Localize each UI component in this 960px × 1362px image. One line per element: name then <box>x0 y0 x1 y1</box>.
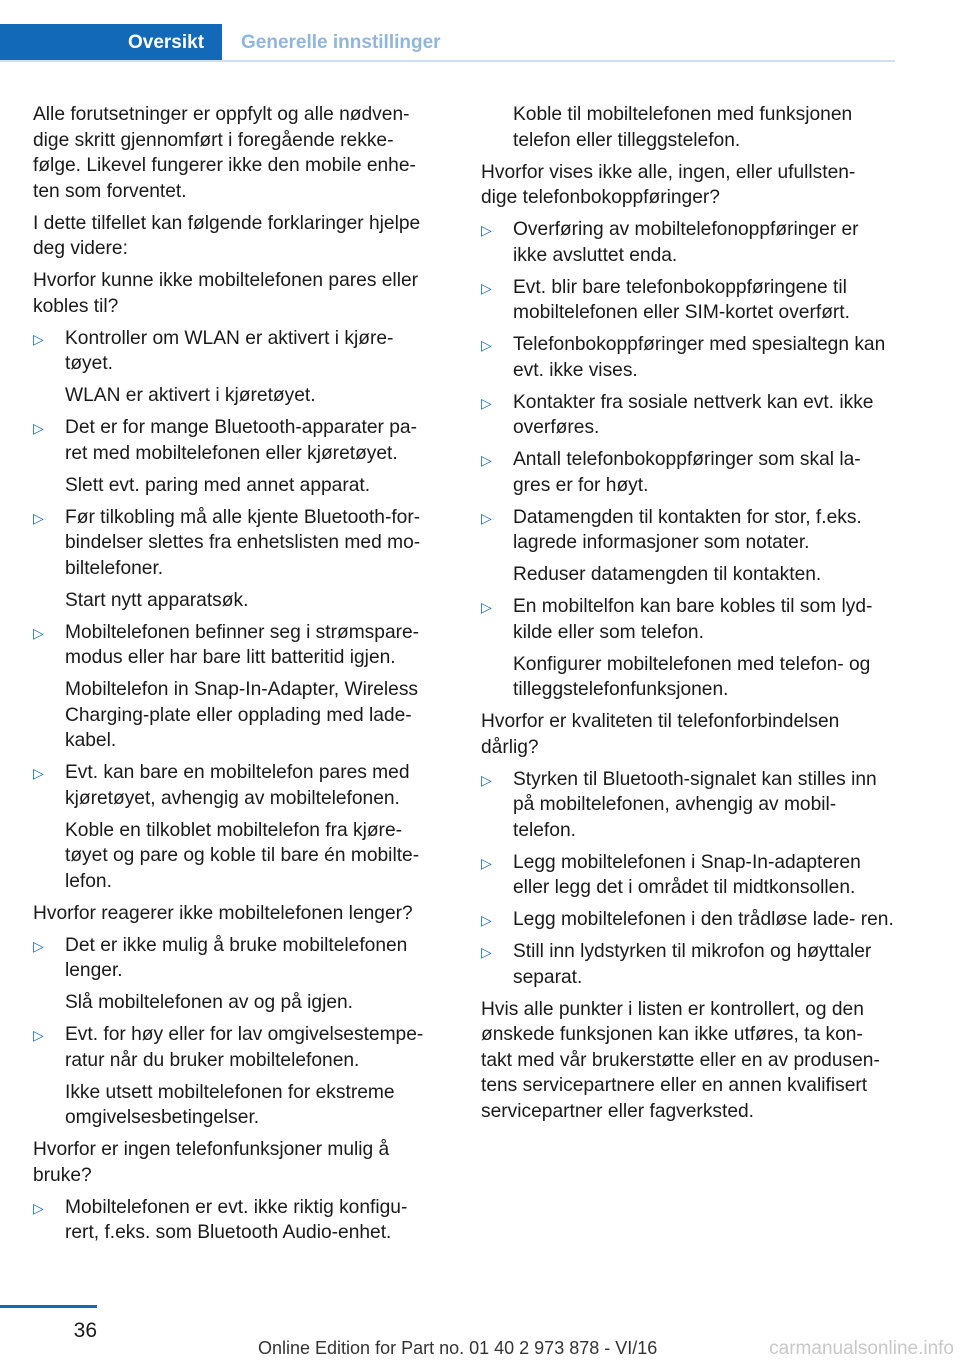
list-item <box>33 1195 443 1246</box>
list-item-text: Still inn lydstyrken til mikrofon og høyttaler separat. <box>513 941 872 988</box>
list-item <box>33 326 443 409</box>
list-item-action: Ikke utsett mobiltelefonen for ekstreme omgivelsesbetingelser. <box>65 1081 395 1128</box>
list-item-text: Det er for mange Bluetooth-apparater pa‐ ret med mobiltelefonen eller kjøretøyet. <box>65 417 417 464</box>
list-item <box>481 390 896 441</box>
list-item <box>481 275 896 326</box>
question-connection-quality: Hvorfor er kvaliteten til telefonforbindelsen dårlig? <box>481 711 840 758</box>
triangle-bullet-icon: ▷ <box>481 337 492 353</box>
list-item-text: Telefonbokoppføringer med spesialtegn kan evt. ikke vises. <box>513 334 886 381</box>
left-column <box>33 102 443 1252</box>
triangle-bullet-icon: ▷ <box>481 599 492 615</box>
triangle-bullet-icon: ▷ <box>33 1199 44 1216</box>
header-rule <box>0 60 895 62</box>
triangle-bullet-icon: ▷ <box>481 279 492 296</box>
list-item-text: Mobiltelefonen befinner seg i strømspare‐ modus eller har bare litt batteritid igjen. <box>65 621 420 668</box>
list-item-action: Mobiltelefon in Snap-In-Adapter, Wireless Charging-plate eller opplading med lade‐ kabel. <box>65 679 419 751</box>
list-item <box>481 505 896 588</box>
triangle-bullet-icon: ▷ <box>481 944 492 960</box>
watermark: carmanualsonline.info <box>769 1338 954 1359</box>
list-item <box>33 760 443 894</box>
list-item <box>481 850 896 901</box>
list-item <box>33 620 443 754</box>
list-item-action: WLAN er aktivert i kjøretøyet. <box>65 385 316 406</box>
list-item-text: Datamengden til kontakten for stor, f.eks. lagrede informasjoner som notater. <box>513 506 862 553</box>
continued-action: Koble til mobiltelefonen med funksjonen telefon eller tilleggstelefon. <box>513 104 853 151</box>
list-no-phone-functions <box>33 1195 443 1246</box>
triangle-bullet-icon: ▷ <box>33 420 44 436</box>
list-item <box>33 933 443 1016</box>
list-item <box>481 447 896 498</box>
list-item <box>481 767 896 844</box>
list-item-action: Koble en tilkoblet mobiltelefon fra kjøre‐ tøyet og pare og koble til bare én mobilte‐ lefon. <box>65 819 420 892</box>
list-item-text: Evt. kan bare en mobiltelefon pares med kjøretøyet, avhengig av mobiltelefonen. <box>65 762 410 809</box>
list-item-text: Kontroller om WLAN er aktivert i kjøre‐ tøyet. <box>65 327 394 374</box>
list-item <box>481 939 896 990</box>
list-item-text: Evt. blir bare telefonbokoppføringene til mobiltelefonen eller SIM-kortet overført. <box>513 276 850 323</box>
list-item-action: Reduser datamengden til kontakten. <box>513 564 822 585</box>
right-column <box>481 102 896 1131</box>
list-item-text: Overføring av mobiltelefonoppføringer er ikke avsluttet enda. <box>513 219 859 266</box>
list-item <box>481 907 896 933</box>
list-item-action: Konfigurer mobiltelefonen med telefon- og tilleggstelefonfunksjonen. <box>513 653 871 700</box>
triangle-bullet-icon: ▷ <box>33 624 44 641</box>
list-item-text: Kontakter fra sosiale nettverk kan evt. ikke overføres. <box>513 391 874 438</box>
page-number: 36 <box>73 1319 97 1342</box>
list-item <box>481 217 896 268</box>
list-phonebook <box>481 217 896 703</box>
list-item-text: Før tilkobling må alle kjente Bluetooth-for‐ bindelser slettes fra enhetslisten med mo‐ biltelefoner. <box>65 506 421 579</box>
list-item-text: Styrken til Bluetooth-signalet kan stilles inn på mobiltelefonen, avhengig av mobil‐ telefon. <box>513 768 877 841</box>
list-item-text: Antall telefonbokoppføringer som skal la‐ gres er for høyt. <box>513 449 861 496</box>
triangle-bullet-icon: ▷ <box>33 1027 44 1043</box>
list-item-text: Legg mobiltelefonen i Snap-In-adapteren eller legg det i området til midtkonsollen. <box>513 851 861 898</box>
question-pairing: Hvorfor kunne ikke mobiltelefonen pares eller kobles til? <box>33 270 419 317</box>
list-item <box>481 594 896 703</box>
triangle-bullet-icon: ▷ <box>481 912 492 928</box>
intro-paragraph-2: I dette tilfellet kan følgende forklaringer hjelpe deg videre: <box>33 212 421 259</box>
triangle-bullet-icon: ▷ <box>33 765 44 781</box>
list-pairing <box>33 326 443 895</box>
intro-paragraph: Alle forutsetninger er oppfylt og alle nødven‐ dige skritt gjennomført i foregående rekke‐ følge. Likevel fungerer ikke den mobile enhe‐ ten som forventet. <box>33 104 416 202</box>
question-not-responding: Hvorfor reagerer ikke mobiltelefonen lenger? <box>33 902 413 924</box>
edition-footer: Online Edition for Part no. 01 40 2 973 878 - VI/16 <box>258 1338 658 1358</box>
triangle-bullet-icon: ▷ <box>481 771 492 788</box>
list-item <box>481 332 896 383</box>
triangle-bullet-icon: ▷ <box>481 452 492 468</box>
list-item-text: En mobiltelfon kan bare kobles til som lyd‐ kilde eller som telefon. <box>513 596 873 643</box>
triangle-bullet-icon: ▷ <box>481 394 492 411</box>
question-no-phone-functions: Hvorfor er ingen telefonfunksjoner mulig å bruke? <box>33 1139 390 1186</box>
header-tabbar <box>0 24 895 62</box>
triangle-bullet-icon: ▷ <box>33 330 44 347</box>
tab-generelle-innstillinger[interactable]: Generelle innstillinger <box>241 32 441 53</box>
triangle-bullet-icon: ▷ <box>481 854 492 871</box>
list-item <box>33 415 443 498</box>
question-phonebook: Hvorfor vises ikke alle, ingen, eller ufullsten‐ dige telefonbokoppføringer? <box>481 161 856 208</box>
list-connection-quality <box>481 767 896 991</box>
triangle-bullet-icon: ▷ <box>481 509 492 526</box>
list-item-text: Mobiltelefonen er evt. ikke riktig konfigu‐ rert, f.eks. som Bluetooth Audio-enhet. <box>65 1196 408 1243</box>
list-item <box>33 1022 443 1131</box>
list-item-action: Start nytt apparatsøk. <box>65 589 249 611</box>
footer-rule <box>0 1305 97 1308</box>
list-item-text: Evt. for høy eller for lav omgivelsestempe‐ ratur når du bruker mobiltelefonen. <box>65 1024 424 1071</box>
triangle-bullet-icon: ▷ <box>481 222 492 238</box>
list-item <box>33 505 443 614</box>
triangle-bullet-icon: ▷ <box>33 509 44 526</box>
list-item-action: Slå mobiltelefonen av og på igjen. <box>65 992 354 1013</box>
list-not-responding <box>33 933 443 1131</box>
list-item-text: Legg mobiltelefonen i den trådløse lade‐ ren. <box>513 909 894 930</box>
list-item-action: Slett evt. paring med annet apparat. <box>65 474 371 496</box>
triangle-bullet-icon: ▷ <box>33 937 44 954</box>
tab-oversikt[interactable]: Oversikt <box>0 24 222 62</box>
closing-paragraph: Hvis alle punkter i listen er kontrollert, og den ønskede funksjonen kan ikke utføres, ta kon‐ takt med vår brukerstøtte eller en av produsen‐ tens servicepartnere eller en annen kvalifisert servicepartner eller fagverksted. <box>481 998 880 1122</box>
list-item-text: Det er ikke mulig å bruke mobiltelefonen lenger. <box>65 934 408 981</box>
